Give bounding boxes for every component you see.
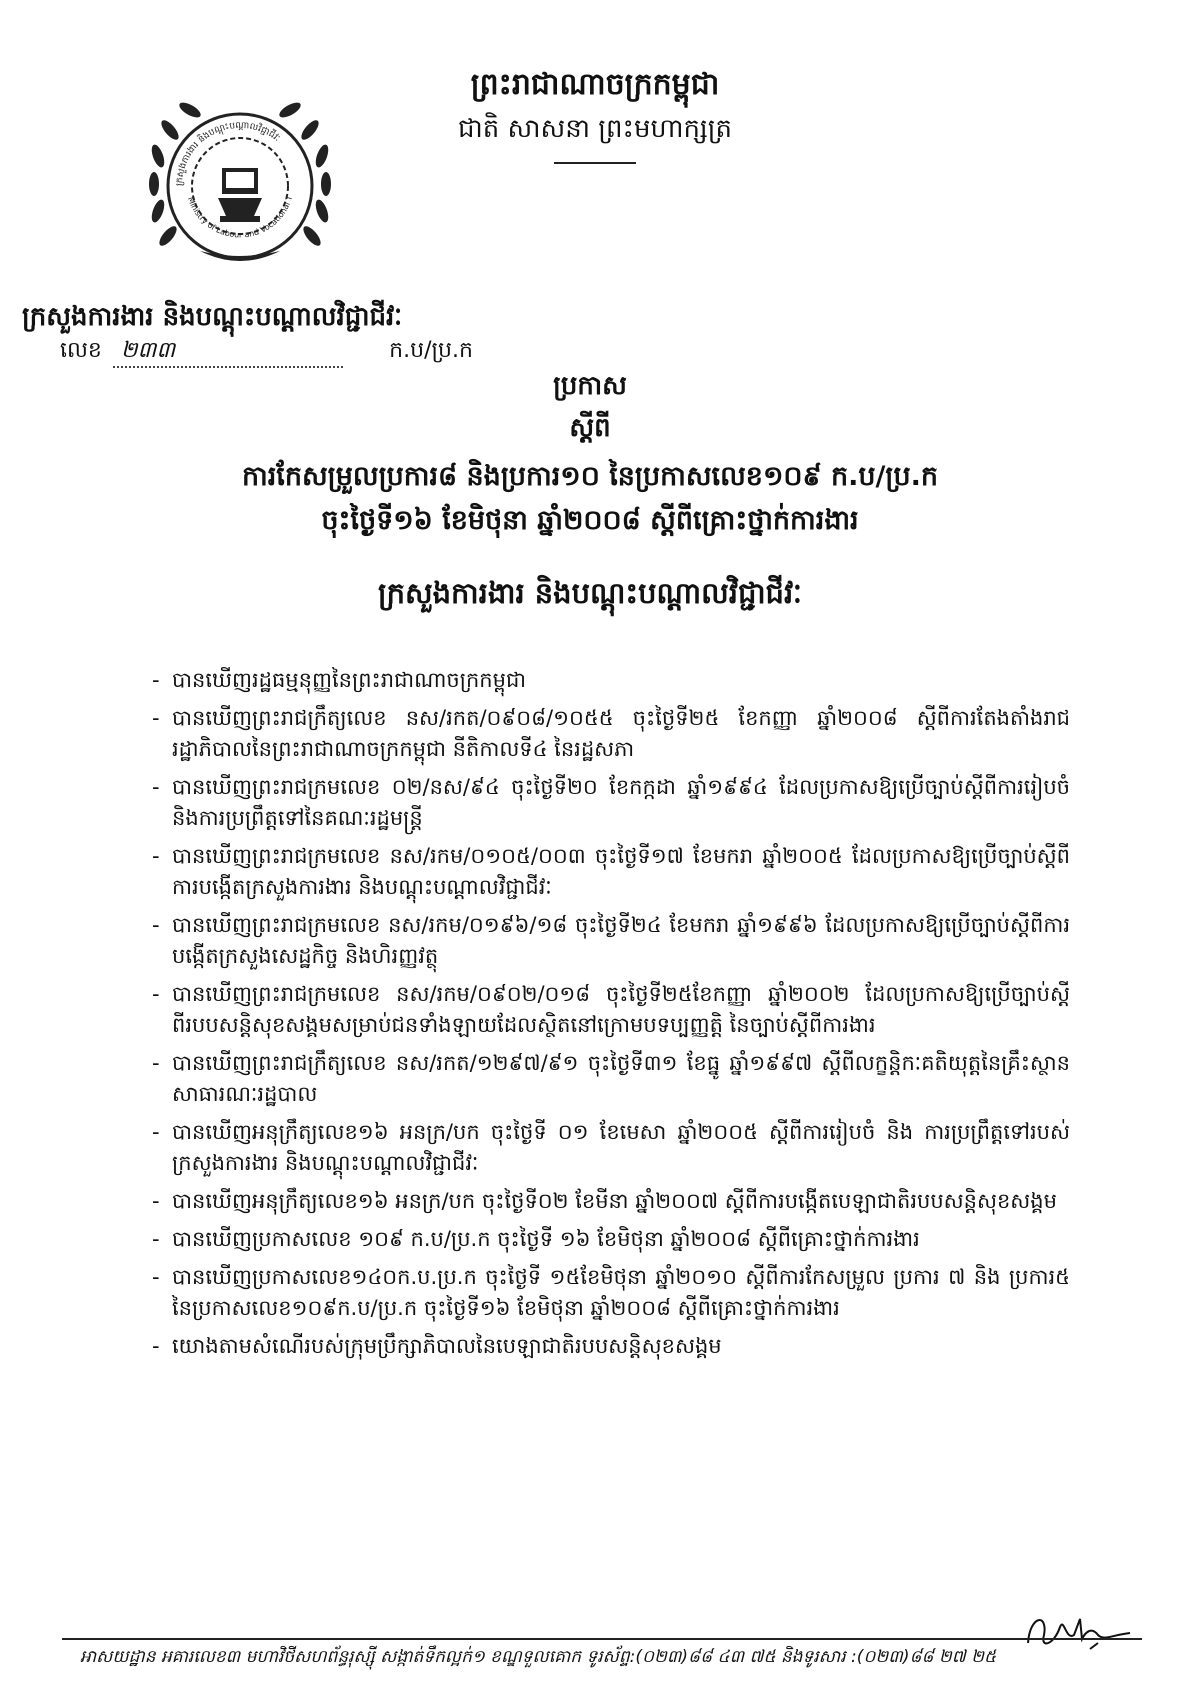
list-item: - បានឃើញព្រះរាជក្រមលេខ ០២/នស/៩៤ ចុះថ្ងៃទី២០ ខែកក្កដា ឆ្នាំ១៩៩៤ ដែលប្រកាសឱ្យប្រើច្បាប់ស្តីពីការរៀបចំ និងការប្រព្រឹត្តទៅនៃគណៈរដ្ឋមន្ត្រី	[152, 775, 1070, 830]
reference-suffix: ក.ប/ប្រ.ក	[389, 338, 473, 363]
seal-text-bottom: Ministry of Labour and Vocational T	[185, 195, 295, 240]
subject-line-1: ការកែសម្រួលប្រការ៨ និងប្រការ១០ នៃប្រកាសលេខ១០៩ ក.ប/ប្រ.ក	[241, 461, 938, 492]
kingdom-motto: ជាតិ សាសនា ព្រះមហាក្សត្រ	[458, 114, 732, 144]
list-item: - បានឃើញប្រកាសលេខ១៤០ក.ប.ប្រ.ក ចុះថ្ងៃទី ១៥ខែមិថុនា ឆ្នាំ២០១០ ស្តីពីការកែសម្រួល ប្រការ ៧ និង ប្រការ៥ នៃប្រកាសលេខ១០៩ក.ប/ប្រ.ក ចុះថ្ងៃទី១៦ ខែមិថុនា ឆ្នាំ២០០៨ ស្តីពីគ្រោះថ្នាក់ការងារ	[152, 1265, 1070, 1320]
list-item: - បានឃើញព្រះរាជក្រមលេខ នស/រកម/០១០៥/០០៣ ចុះថ្ងៃទី១៧ ខែមករា ឆ្នាំ២០០៥ ដែលប្រកាសឱ្យប្រើច្បាប់ស្តីពីការបង្កើតក្រសួងការងារ និងបណ្តុះបណ្តាលវិជ្ជាជីវៈ	[152, 844, 1070, 899]
footer-divider	[62, 1638, 1142, 1640]
footer-address: អាសយដ្ឋាន អគារលេខ៣ មហាវិថីសហព័ន្ធរុស្ស៊ី សង្កាត់ទឹកល្អក់១ ខណ្ឌទួលគោក ទូរស័ព្ទ:(០២៣)៨៨ ៤៣ ៧៥ និងទូរសារ :(០២៣)៨៨ ២៧ ២៥	[80, 1647, 997, 1667]
ministry-seal-logo	[140, 86, 340, 286]
legal-basis-list	[152, 665, 1070, 1369]
reference-label: លេខ	[60, 338, 102, 363]
reference-number-line	[60, 336, 473, 368]
document-about: ស្តីពី	[569, 413, 611, 443]
issuing-ministry-name: ក្រសួងការងារ និងបណ្តុះបណ្តាលវិជ្ជាជីវៈ	[22, 302, 403, 332]
list-item: - បានឃើញប្រកាសលេខ ១០៩ ក.ប/ប្រ.ក ចុះថ្ងៃទី ១៦ ខែមិថុនា ឆ្នាំ២០០៨ ស្តីពីគ្រោះថ្នាក់ការងារ	[152, 1227, 920, 1251]
kingdom-header	[420, 62, 770, 164]
list-item: - បានឃើញរដ្ឋធម្មនុញ្ញនៃព្រះរាជាណាចក្រកម្ពុជា	[152, 668, 526, 692]
subject-line-2: ចុះថ្ងៃទី១៦ ខែមិថុនា ឆ្នាំ២០០៨ ស្តីពីគ្រោះថ្នាក់ការងារ	[321, 505, 859, 536]
list-item: - បានឃើញព្រះរាជក្រឹត្យលេខ នស/រកត/១២៩៧/៩១ ចុះថ្ងៃទី៣១ ខែធ្នូ ឆ្នាំ១៩៩៧ ស្តីពីលក្ខន្តិកៈគតិយុត្តនៃគ្រឹះស្ថានសាធារណៈរដ្ឋបាល	[152, 1051, 1070, 1106]
reference-number: ២៣៣	[120, 338, 176, 363]
header-divider	[554, 162, 636, 164]
list-item: - បានឃើញអនុក្រឹត្យលេខ១៦ អនក្រ/បក ចុះថ្ងៃទី ០១ ខែមេសា ឆ្នាំ២០០៥ ស្តីពីការរៀបចំ និង ការប្រព្រឹត្តទៅរបស់ក្រសួងការងារ និងបណ្តុះបណ្តាលវិជ្ជាជីវៈ	[152, 1120, 1070, 1175]
list-item: - បានឃើញព្រះរាជក្រឹត្យលេខ នស/រកត/០៩០៨/១០៥៥ ចុះថ្ងៃទី២៥ ខែកញ្ញា ឆ្នាំ២០០៨ ស្តីពីការតែងតាំងរាជរដ្ឋាភិបាលនៃព្រះរាជាណាចក្រកម្ពុជា នីតិកាលទី៤ នៃរដ្ឋសភា	[152, 706, 1070, 761]
list-item: - បានឃើញអនុក្រឹត្យលេខ១៦ អនក្រ/បក ចុះថ្ងៃទី០២ ខែមីនា ឆ្នាំ២០០៧ ស្តីពីការបង្កើតបេឡាជាតិរបបសន្តិសុខសង្គម	[152, 1189, 1057, 1213]
list-item: - បានឃើញព្រះរាជក្រមលេខ នស/រកម/០១៩៦/១៨ ចុះថ្ងៃទី២៤ ខែមករា ឆ្នាំ១៩៩៦ ដែលប្រកាសឱ្យប្រើច្បាប់ស្តីពីការបង្កើតក្រសួងសេដ្ឋកិច្ច និងហិរញ្ញវត្ថុ	[152, 913, 1070, 968]
list-item: - យោងតាមសំណើរបស់ក្រុមប្រឹក្សាភិបាលនៃបេឡាជាតិរបបសន្តិសុខសង្គម	[152, 1334, 722, 1358]
kingdom-title: ព្រះរាជាណាចក្រកម្ពុជា	[470, 67, 720, 102]
proclamation-title-block	[150, 365, 1030, 615]
document-type: ប្រកាស	[553, 371, 627, 401]
issuer-heading: ក្រសួងការងារ និងបណ្តុះបណ្តាលវិជ្ជាជីវៈ	[377, 576, 803, 610]
list-item: - បានឃើញព្រះរាជក្រមលេខ នស/រកម/០៩០២/០១៨ ចុះថ្ងៃទី២៥ខែកញ្ញា ឆ្នាំ២០០២ ដែលប្រកាសឱ្យប្រើច្បាប់ស្តីពីរបបសន្តិសុខសង្គមសម្រាប់ជនទាំងឡាយដែលស្ថិតនៅក្រោមបទប្បញ្ញត្តិ នៃច្បាប់ស្តីពីការងារ	[152, 982, 1070, 1037]
seal-text-top: ក្រសួងការងារ និងបណ្តុះបណ្តាលវិជ្ជាជីវៈ	[174, 120, 282, 187]
